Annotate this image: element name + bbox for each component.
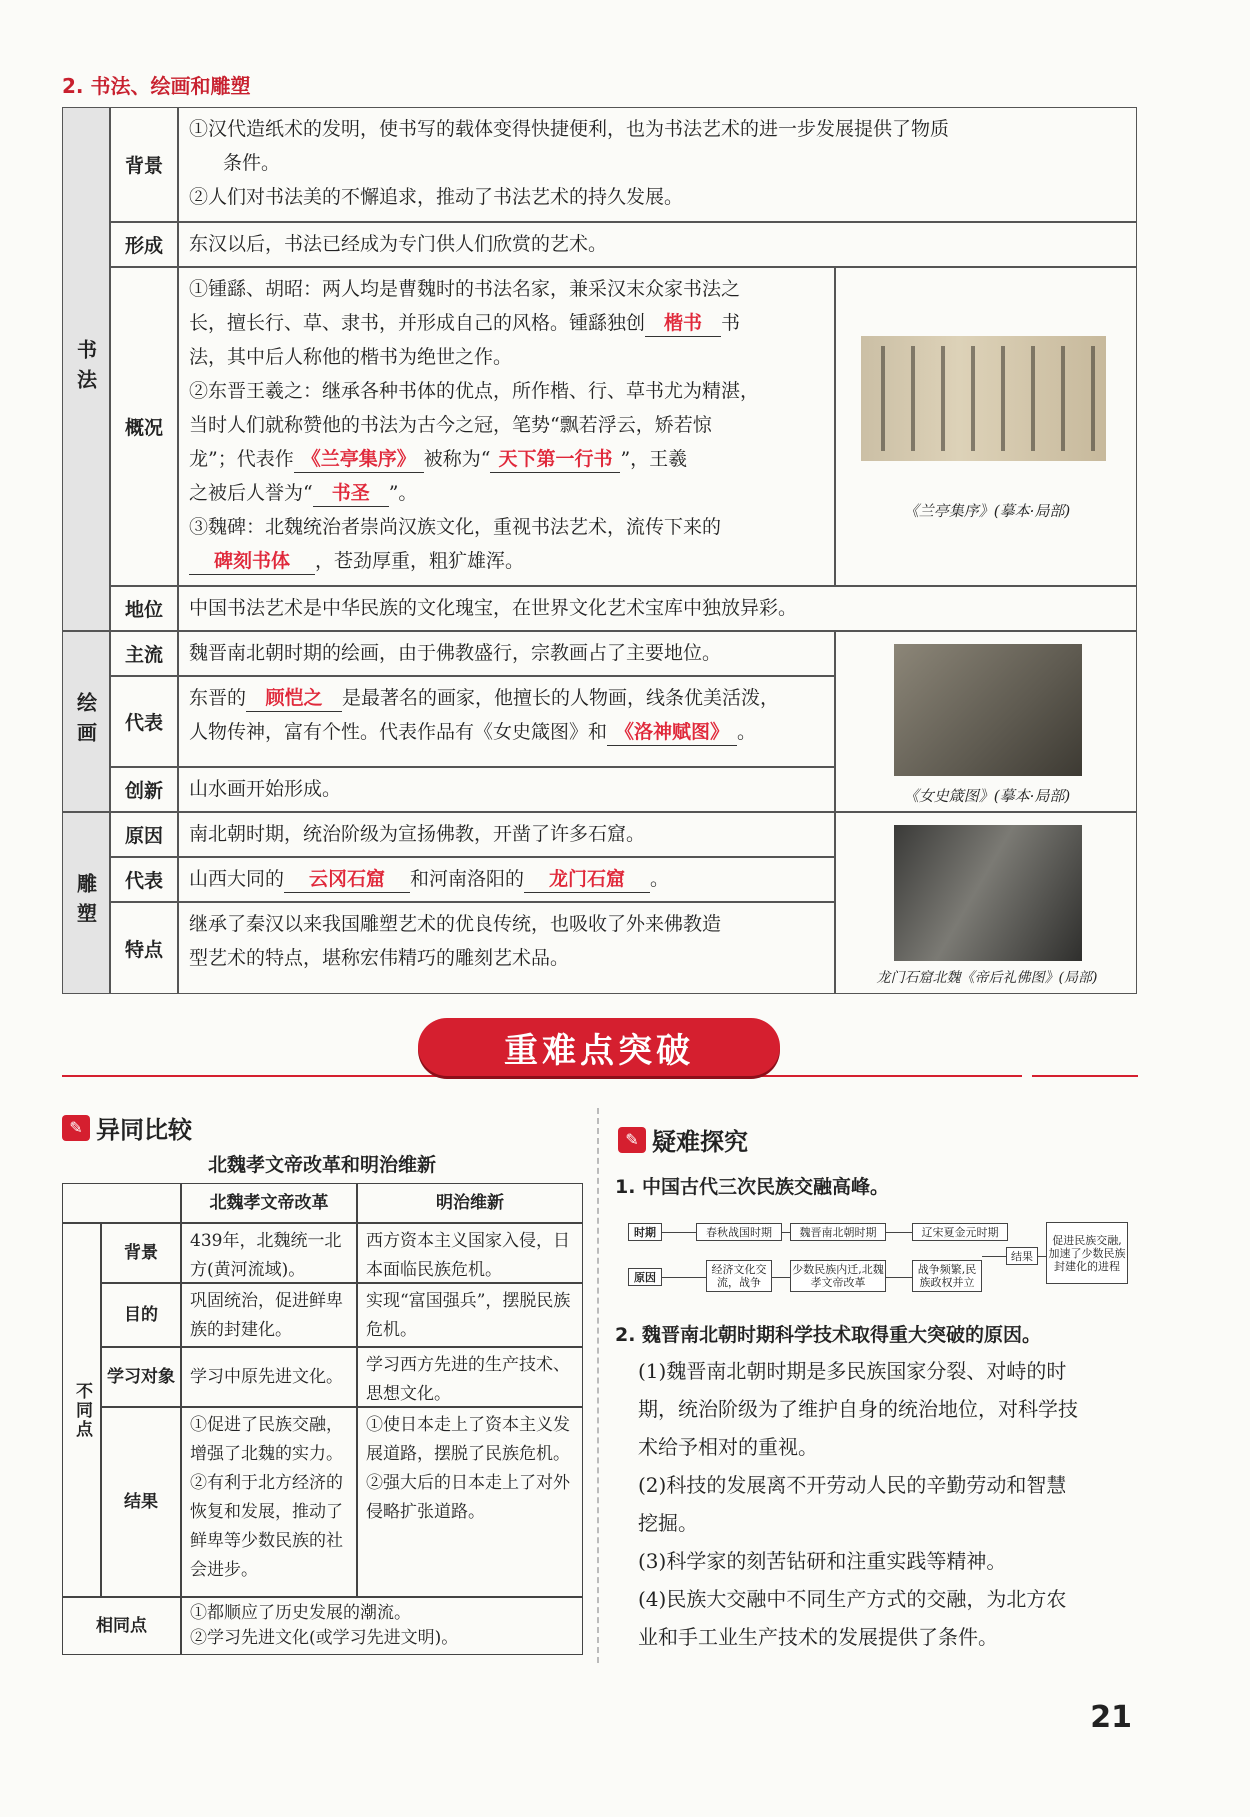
label-status: 地位 (110, 586, 178, 631)
flow-result: 促进民族交融,加速了少数民族封建化的进程 (1046, 1222, 1128, 1284)
compare-same-label: 相同点 (62, 1597, 181, 1655)
longmen-image-cell (835, 812, 1137, 994)
flow-arrow (886, 1277, 912, 1278)
banner-rule-right (1032, 1075, 1138, 1077)
label-background: 背景 (110, 107, 178, 222)
page-number: 21 (1090, 1700, 1132, 1735)
answer-lantingxu: 《兰亭集序》 (294, 446, 424, 473)
answer-gukaizhi: 顾恺之 (246, 685, 342, 712)
section-title: 2. 书法、绘画和雕塑 (62, 74, 251, 98)
inquiry-question-1: 1. 中国古代三次民族交融高峰。 (615, 1176, 890, 1198)
column-divider (597, 1108, 599, 1663)
label-features: 特点 (110, 902, 178, 994)
innovation-text: 山水画开始形成。 (178, 767, 835, 812)
compare-cell: 实现“富国强兵”，摆脱民族危机。 (357, 1283, 583, 1347)
painting-representative-text: 东晋的 顾恺之 是最著名的画家，他擅长的人物画，线条优美活泼， 人物传神，富有个性。代表作品有《女史箴图》和 《洛神赋图》 。 (178, 676, 835, 767)
flow-reason-2: 少数民族内迁,北魏孝文帝改革 (790, 1260, 886, 1292)
flow-arrow (772, 1277, 790, 1278)
compare-row-label: 学习对象 (101, 1347, 181, 1407)
label-innovation: 创新 (110, 767, 178, 812)
answer-longmen: 龙门石窟 (524, 866, 650, 893)
lantingxu-caption: 《兰亭集序》(摹本·局部) (903, 502, 1071, 520)
flow-arrow (982, 1256, 1006, 1257)
flow-reason-3: 战争频繁,民族政权并立 (912, 1260, 982, 1292)
nvshizhen-caption: 《女史箴图》(摹本·局部) (903, 787, 1071, 805)
lantingxu-image (861, 336, 1106, 461)
answer-first-running-script: 天下第一行书 (490, 446, 620, 473)
lantingxu-image-cell (835, 267, 1137, 586)
compare-cell: ①促进了民族交融，增强了北魏的实力。②有利于北方经济的恢复和发展，推动了鲜卑等少数民族的社会进步。 (181, 1407, 357, 1597)
label-overview: 概况 (110, 267, 178, 586)
sculpture-representative-text: 山西大同的 云冈石窟 和河南洛阳的 龙门石窟 。 (178, 857, 835, 902)
compare-cell: ①使日本走上了资本主义发展道路，摆脱了民族危机。②强大后的日本走上了对外侵略扩张道路。 (357, 1407, 583, 1597)
label-sculpture-representative: 代表 (110, 857, 178, 902)
compare-cell: 439年，北魏统一北方(黄河流域)。 (181, 1223, 357, 1283)
flow-period-2: 魏晋南北朝时期 (790, 1223, 886, 1241)
flow-arrow (1038, 1256, 1046, 1257)
pencil-icon: ✎ (618, 1127, 646, 1153)
label-formation: 形成 (110, 222, 178, 267)
answer-yungang: 云冈石窟 (284, 866, 410, 893)
compare-col-meiji: 明治维新 (357, 1183, 583, 1223)
label-painting-representative: 代表 (110, 676, 178, 767)
flow-period-1: 春秋战国时期 (696, 1223, 782, 1241)
answer-beike: 碑刻书体 (189, 548, 315, 575)
compare-col-northern-wei: 北魏孝文帝改革 (181, 1183, 357, 1223)
flow-arrow (782, 1232, 790, 1233)
answer-shusheng: 书圣 (313, 480, 389, 507)
inquiry-answers: (1)魏晋南北朝时期是多民族国家分裂、对峙的时 期，统治阶级为了维护自身的统治地位，对科学技 术给予相对的重视。 (2)科技的发展离不开劳动人民的辛勤劳动和智慧 挖掘。 (3)科学家的刻苦钻研和注重实践等精神。 (4)民族大交融中不同生产方式的交融，为北方农 业和手工业生产技术的发展提供了条件。 (638, 1359, 1078, 1649)
compare-row-label: 背景 (101, 1223, 181, 1283)
compare-row-label: 目的 (101, 1283, 181, 1347)
compare-cell: 西方资本主义国家入侵，日本面临民族危机。 (357, 1223, 583, 1283)
flow-result-label: 结果 (1006, 1247, 1038, 1265)
flow-reason-label: 原因 (628, 1268, 662, 1286)
mainstream-text: 魏晋南北朝时期的绘画，由于佛教盛行，宗教画占了主要地位。 (178, 631, 835, 676)
flow-arrow (886, 1232, 912, 1233)
compare-cell: 学习西方先进的生产技术、思想文化。 (357, 1347, 583, 1407)
compare-same-text: ①都顺应了历史发展的潮流。 ②学习先进文化(或学习先进文明)。 (181, 1597, 583, 1655)
category-sculpture: 雕塑 (62, 812, 110, 994)
inquiry-badge: ✎ 疑难探究 (618, 1122, 748, 1157)
category-calligraphy: 书法 (62, 107, 110, 631)
reason-text: 南北朝时期，统治阶级为宣扬佛教，开凿了许多石窟。 (178, 812, 835, 857)
compare-title: 北魏孝文帝改革和明治维新 (207, 1154, 436, 1176)
longmen-image (894, 825, 1082, 961)
label-mainstream: 主流 (110, 631, 178, 676)
longmen-caption: 龙门石窟北魏《帝后礼佛图》(局部) (876, 970, 1098, 986)
pencil-icon: ✎ (62, 1115, 90, 1141)
answer-kaishu: 楷书 (645, 310, 721, 337)
background-text: ①汉代造纸术的发明，使书写的载体变得快捷便利，也为书法艺术的进一步发展提供了物质 条件。 ②人们对书法美的不懈追求，推动了书法艺术的持久发展。 (178, 107, 1137, 222)
compare-cell: 巩固统治，促进鲜卑族的封建化。 (181, 1283, 357, 1347)
compare-header-blank (62, 1183, 181, 1223)
flow-period-3: 辽宋夏金元时期 (912, 1223, 1008, 1241)
answer-luoshenfu: 《洛神赋图》 (607, 719, 737, 746)
features-text: 继承了秦汉以来我国雕塑艺术的优良传统，也吸收了外来佛教造 型艺术的特点，堪称宏伟精巧的雕刻艺术品。 (178, 902, 835, 994)
formation-text: 东汉以后，书法已经成为专门供人们欣赏的艺术。 (178, 222, 1137, 267)
compare-badge: ✎ 异同比较 (62, 1110, 192, 1145)
flow-arrow (662, 1232, 696, 1233)
label-reason: 原因 (110, 812, 178, 857)
category-painting: 绘画 (62, 631, 110, 812)
flow-reason-1: 经济文化交流，战争 (706, 1260, 772, 1292)
nvshizhen-image-cell (835, 631, 1137, 812)
compare-diff-label: 不同点 (62, 1223, 101, 1597)
status-text: 中国书法艺术是中华民族的文化瑰宝，在世界文化艺术宝库中独放异彩。 (178, 586, 1137, 631)
inquiry-question-2: 2. 魏晋南北朝时期科学技术取得重大突破的原因。 (615, 1324, 1042, 1346)
compare-row-label: 结果 (101, 1407, 181, 1597)
flow-arrow (662, 1277, 706, 1278)
key-points-banner: 重难点突破 (418, 1018, 780, 1076)
compare-cell: 学习中原先进文化。 (181, 1347, 357, 1407)
flow-period-label: 时期 (628, 1223, 662, 1241)
nvshizhen-image (894, 644, 1082, 776)
overview-text: ①锺繇、胡昭：两人均是曹魏时的书法名家，兼采汉末众家书法之 长，擅长行、草、隶书，并形成自己的风格。锺繇独创 楷书 书 法，其中后人称他的楷书为绝世之作。 ②东晋王羲之：继承各种书体的优点，所作楷、行、草书尤为精湛， 当时人们就称赞他的书法为古今之冠，笔势“飘若浮云，矫若惊 龙”；代表作 《兰亭集序》 被称为“ 天下第一行书 ”，王羲 之被后人誉为“ 书圣 ”。 ③魏碑：北魏统治者崇尚汉族文化，重视书法艺术，流传下来的 碑刻书体 ，苍劲厚重，粗犷雄浑。 (178, 267, 835, 586)
